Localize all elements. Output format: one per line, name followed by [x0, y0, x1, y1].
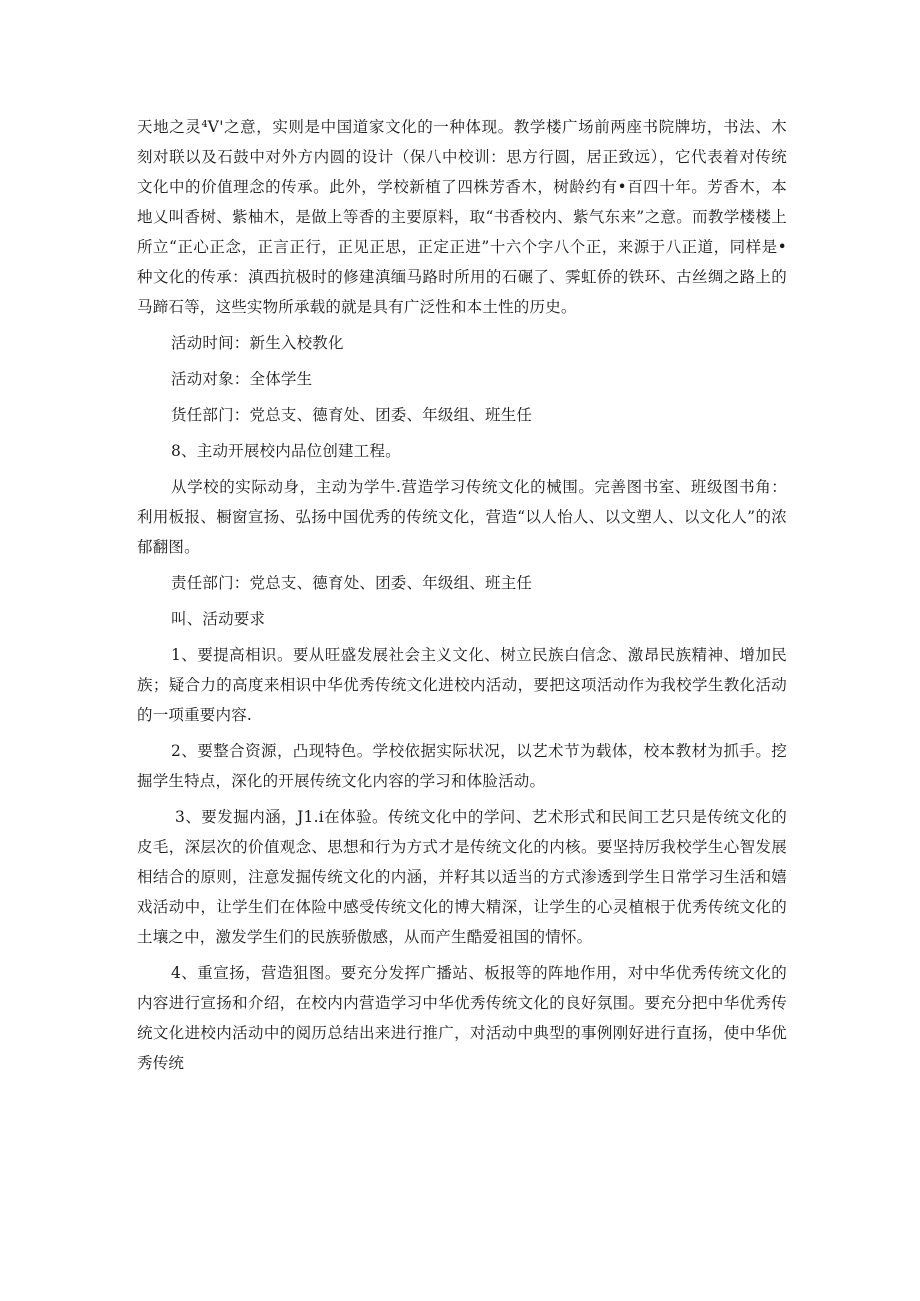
- paragraph-requirement-3: 3、要发掘内涵，J1.i在体验。传统文化中的学问、艺术形式和民间工艺只是传统文化的皮毛，深层次的价值观念、思想和行为方式才是传统文化的内核。要坚持厉我校学生心智发展相结合的原则，注意发掘传统文化的内涵，并籽其以适当的方式渗透到学生日常学习生活和嬉戏活动中，让学生们在体险中感受传统文化的博大精深，让学生的心灵植根于优秀传统文化的土壤之中，激发学生们的民族骄傲感，从而产生酷爱祖国的情怀。: [137, 808, 787, 946]
- paragraph-item-8-body: 从学校的实际动身，主动为学牛.营造学习传统文化的械围。完善图书室、班级图书角：利用板报、橱窗宣扬、弘扬中国优秀的传统文化，营造“以人怡人、以文塑人、以文化人”的浓郁翻图。: [137, 478, 787, 556]
- paragraph-requirement-2: 2、要整合资源，凸现特色。学校依据实际状况，以艺术节为载体，校本教材为抓手。挖掘学生特点，深化的开展传统文化内容的学习和体脸活动。: [137, 742, 787, 790]
- paragraph-activity-target: 活动对象：全体学生: [171, 370, 313, 388]
- paragraph-responsible-dept-2: 责任部门：党总支、德育处、团委、年级组、班主任: [171, 574, 533, 592]
- paragraph-requirement-1: 1、要提高相识。要从旺盛发展社会主义文化、树立民族白信念、激昂民族精神、增加民族；疑合力的高度来相识中华优秀传统文化进校内活动，要把这项活动作为我校学生教化活动的一项重要内容.: [137, 646, 787, 724]
- paragraph-responsible-dept-1: 货任部门：党总支、德育处、团委、年级组、班生任: [171, 406, 533, 424]
- paragraph-item-8-heading: 8、主动开展校内品位创建工程。: [171, 442, 401, 460]
- paragraph-requirement-4: 4、重宣扬，营造狙图。要充分发挥广播站、板报等的阵地作用，对中华优秀传统文化的内容进行宣扬和介绍，在校内内营造学习中华优秀传统文化的良好氛围。要充分把中华优秀传统文化进校内活动中的阅历总结出来进行推广，对活动中典型的事例刚好进行直扬，使中华优秀传统: [137, 964, 787, 1072]
- section-heading-requirements: 叫、活动要求: [171, 610, 266, 628]
- paragraph-cultural-heritage: 天地之灵⁴V'之意，实则是中国道家文化的一种体现。教学楼广场前两座书院牌坊，书法、木刻对联以及石鼓中对外方内圆的设计（保八中校训：思方行圆，居正致远），它代表着对传统文化中的价值理念的传承。此外，学校新植了四株芳香木，树龄约有•百四十年。芳香木，本地乂叫香树、紫柚木，是做上等香的主要原料，取“书香校内、紫气东来”之意。而教学楼楼上所立“正心正念，正言正行，正见正思，正定正进”十六个字八个正，来源于八正道，同样是•种文化的传承：滇西抗极时的修建滇缅马路时所用的石碾了、霁虹侨的铁环、古丝绸之路上的马蹄石等，这些实物所承载的就是具有广泛性和本土性的历史。: [137, 118, 787, 316]
- document-page: [137, 112, 787, 1078]
- paragraph-activity-time: 活动时间：新生入校教化: [171, 334, 344, 352]
